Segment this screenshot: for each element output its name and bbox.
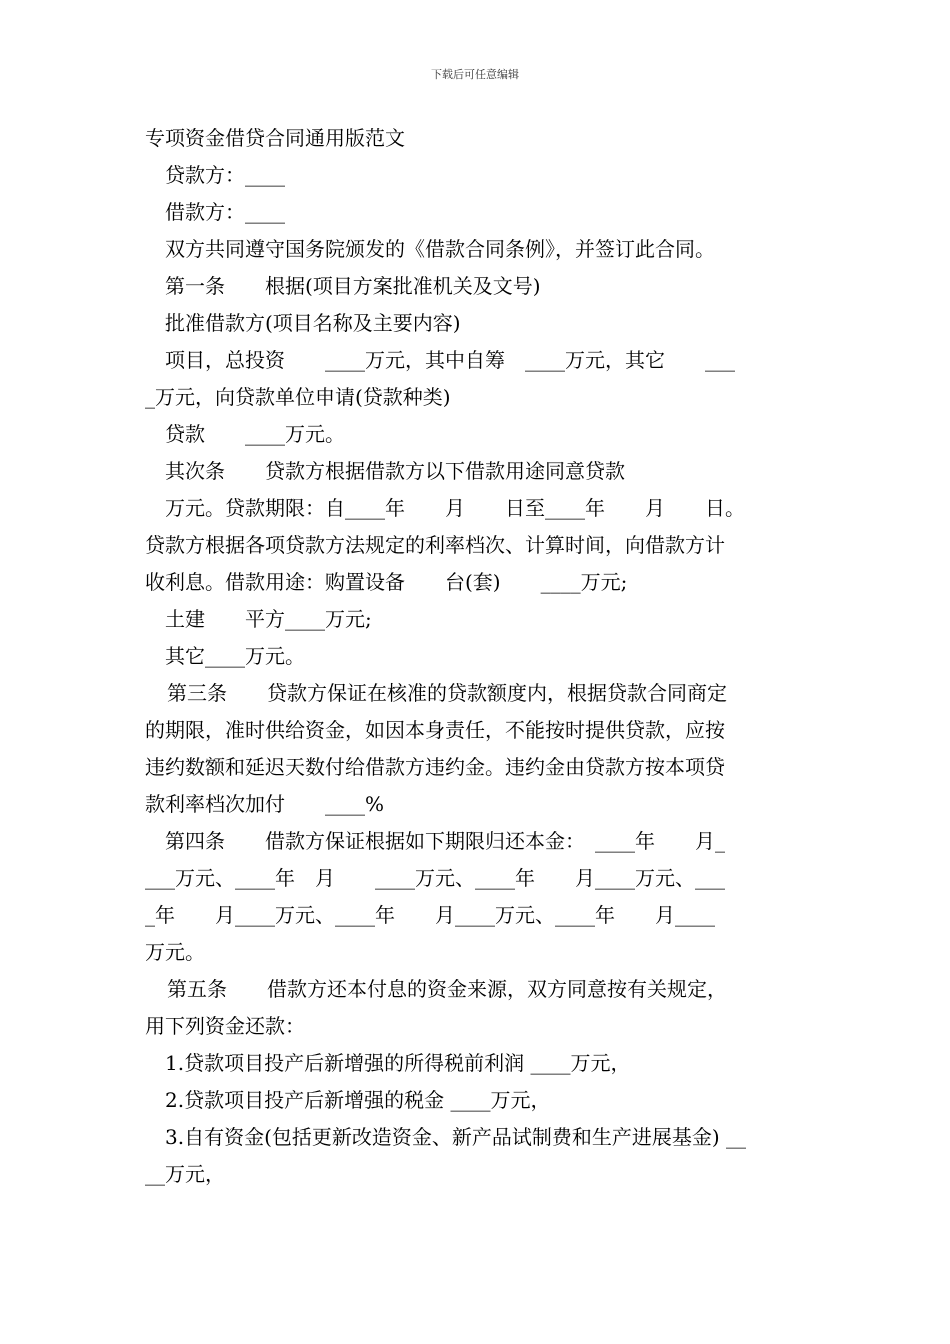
text-line: __万元， [145, 1162, 225, 1186]
preamble-line: 双方共同遵守国务院颁发的《借款合同条例》，并签订此合同。 [165, 237, 715, 261]
article-2-line: 其次条 贷款方根据借款方以下借款用途同意贷款 [165, 459, 625, 483]
list-item: 1.贷款项目投产后新增强的所得税前利润 ____万元， [165, 1051, 631, 1075]
list-item: 3.自有资金(包括更新改造资金、新产品试制费和生产进展基金) __ [165, 1125, 747, 1149]
list-item: 2.贷款项目投产后新增强的税金 ____万元， [165, 1088, 551, 1112]
lender-line: 贷款方：____ [165, 163, 285, 187]
text-line: 贷款方根据各项贷款方法规定的利率档次、计算时间，向借款方计 [145, 533, 725, 557]
text-line: 收利息。借款用途：购置设备 台(套) ____万元; [145, 570, 628, 594]
article-1-line: 第一条 根据(项目方案批准机关及文号) [165, 274, 541, 298]
text-line: 万元。贷款期限：自____年 月 日至____年 月 日。 [165, 496, 745, 520]
text-line: 其它____万元。 [165, 644, 305, 668]
text-line: _年 月____万元、____年 月____万元、____年 月____ [145, 903, 715, 927]
page-header: 下载后可任意编辑 [431, 68, 519, 81]
text-line: 项目，总投资 ____万元，其中自筹 ____万元，其它 ___ [165, 348, 735, 372]
text-line: ___万元、____年 月 ____万元、____年 月____万元、___ [145, 866, 725, 890]
borrower-line: 借款方：____ [165, 200, 285, 224]
text-line: 批准借款方(项目名称及主要内容) [165, 311, 461, 335]
article-3-line: 第三条 贷款方保证在核准的贷款额度内，根据贷款合同商定 [167, 681, 727, 705]
text-line: _万元，向贷款单位申请(贷款种类) [145, 385, 451, 409]
text-line: 用下列资金还款： [145, 1014, 305, 1038]
contract-body [145, 120, 810, 1193]
text-line: 款利率档次加付 ____% [145, 792, 385, 816]
text-line: 违约数额和延迟天数付给借款方违约金。违约金由贷款方按本项贷 [145, 755, 725, 779]
article-4-line: 第四条 借款方保证根据如下期限归还本金： ____年 月_ [165, 829, 725, 853]
text-line: 贷款 ____万元。 [165, 422, 345, 446]
text-line: 的期限，准时供给资金，如因本身责任，不能按时提供贷款，应按 [145, 718, 725, 742]
text-line: 万元。 [145, 940, 205, 964]
text-line: 土建 平方____万元; [165, 607, 372, 631]
article-5-line: 第五条 借款方还本付息的资金来源，双方同意按有关规定， [167, 977, 727, 1001]
doc-title: 专项资金借贷合同通用版范文 [145, 126, 405, 150]
